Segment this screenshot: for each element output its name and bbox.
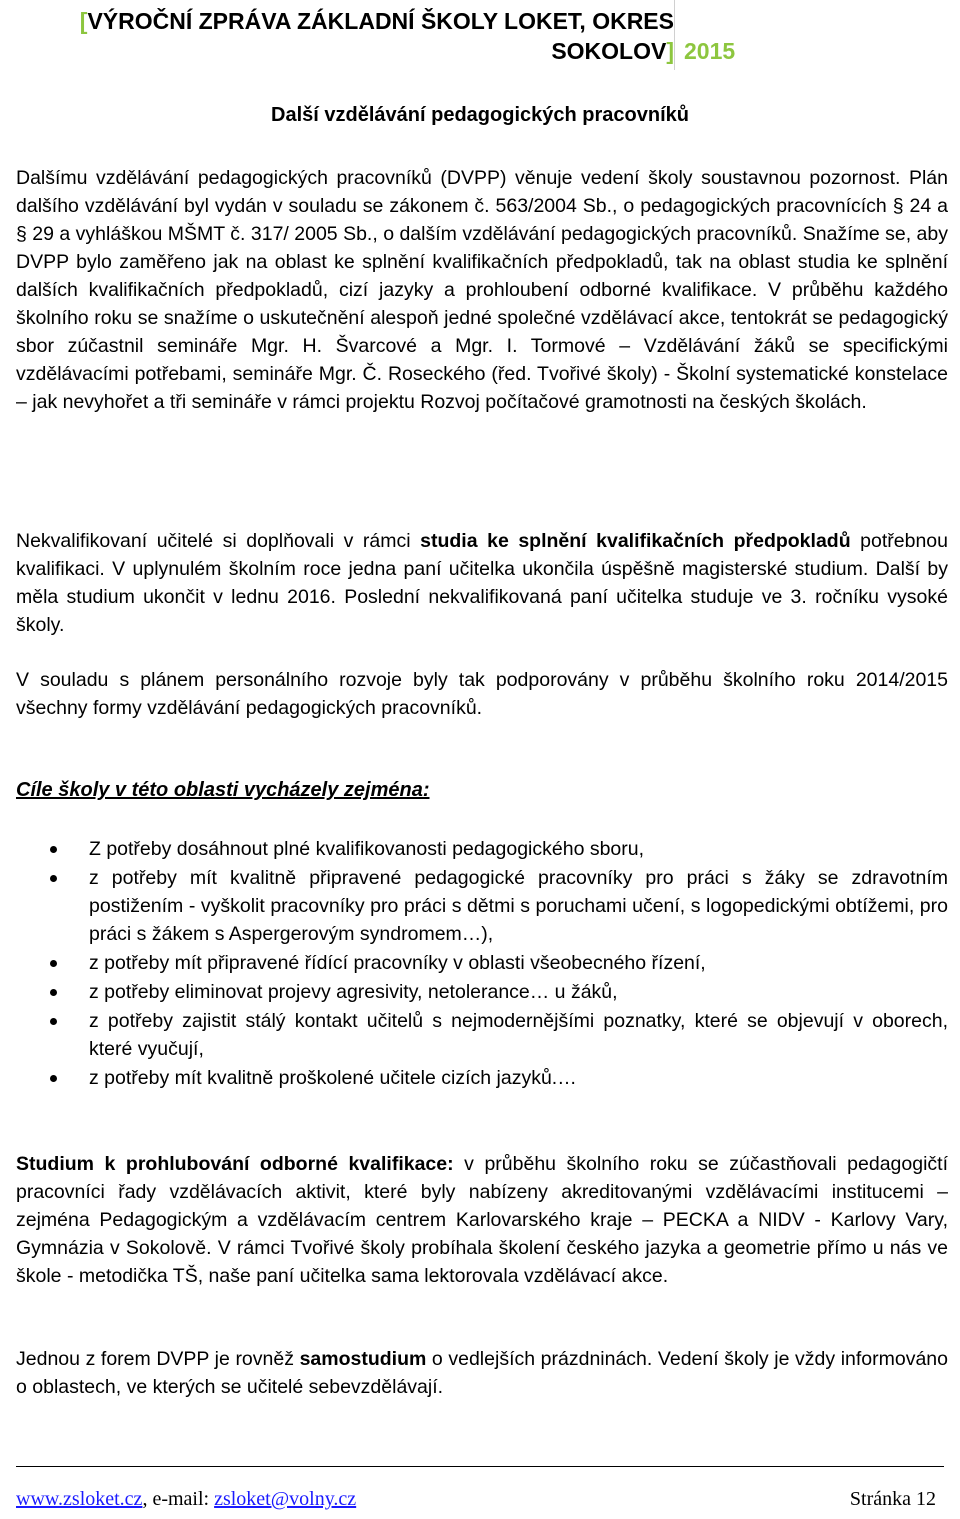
paragraph-qualification [16,527,948,639]
bullet-icon [50,1018,57,1025]
goal-item: z potřeby zajistit stálý kontakt učitelů s nejmodernějšími poznatky, které se objevují v oborech, které vyučují, [0,1007,960,1063]
paragraph-professional-study [16,1150,948,1290]
bracket-close: ] [666,38,674,64]
paragraph-self-study [16,1345,948,1401]
bullet-icon [50,960,57,967]
goal-item: Z potřeby dosáhnout plné kvalifikovanosti pedagogického sboru, [0,835,960,863]
bullet-icon [50,989,57,996]
p4-bold: Studium k prohlubování odborné kvalifikace: [16,1153,454,1175]
report-year: 2015 [684,38,736,64]
p2-bold: studia ke splnění kvalifikačních předpokladů [420,530,851,552]
p2-after: potřebnou kvalifikaci. V uplynulém školním roce jedna paní učitelka ukončila úspěšně magisterské studium. Další by měla studium ukončit v lednu 2016. Poslední nekvalifikovaná paní učitelka studuje ve 3. ročníku vysoké školy. [16,530,949,636]
paragraph-personnel-plan: V souladu s plánem personálního rozvoje byly tak podporovány v průběhu školního roku 2014/2015 všechny formy vzdělávání pedagogických pracovníků. [16,669,948,719]
footer-separator: , e-mail: [142,1488,215,1510]
goal-item: z potřeby mít kvalitně proškolené učitele cizích jazyků.… [0,1064,960,1092]
goal-item: z potřeby mít připravené řídící pracovníky v oblasti všeobecného řízení, [0,949,960,977]
p5-before: Jednou z forem DVPP je rovněž [16,1348,300,1370]
p5-bold: samostudium [299,1348,427,1370]
footer-divider [16,1466,944,1467]
header-divider [674,0,675,70]
goals-heading: Cíle školy v této oblasti vycházely zejména: [16,779,430,801]
p5-after: o vedlejších prázdninách. Vedení školy je vždy informováno o oblastech, ve kterých se učitelé sebevzdělávají. [16,1348,949,1398]
bracket-open: [ [79,8,88,34]
email-link[interactable]: zsloket@volny.cz [214,1488,357,1510]
goal-item: z potřeby eliminovat projevy agresivity, netolerance… u žáků, [0,978,960,1006]
bullet-icon [50,1075,57,1082]
page-header [0,0,960,72]
section-title: Další vzdělávání pedagogických pracovníků [271,104,689,126]
goals-list [0,835,960,1093]
report-title-line1: VÝROČNÍ ZPRÁVA ZÁKLADNÍ ŠKOLY LOKET, OKRES [87,8,674,34]
page-footer [16,1485,936,1513]
goal-item: z potřeby mít kvalitně připravené pedagogické pracovníky pro práci s žáky se zdravotním postižením - vyškolit pracovníky pro práci s dětmi s poruchami učení, s logopedickými obtížemi, pro práci s žákem s Aspergerovým syndromem…), [0,864,960,948]
paragraph-dvpp-intro: Dalšímu vzdělávání pedagogických pracovníků (DVPP) věnuje vedení školy soustavnou pozornost. Plán dalšího vzdělávání byl vydán v souladu se zákonem č. 563/2004 Sb., o pedagogických pracovnících § 24 a § 29 a vyhláškou MŠMT č. 317/ 2005 Sb., o dalším vzdělávání pedagogických pracovníků. Snažíme se, aby DVPP bylo zaměřeno jak na oblast ke splnění kvalifikačních předpokladů, tak na oblast studia ke splnění dalších kvalifikačních předpokladů, cizí jazyky a prohloubení odborné kvalifikace. V průběhu každého školního roku se snažíme o uskutečnění alespoň jedné společné vzdělávací akce, tentokrát se pedagogický sbor zúčastnil semináře Mgr. H. Švarcové a Mgr. I. Tormové – Vzdělávání žáků se specifickými vzdělávacími potřebami, semináře Mgr. Č. Roseckého (řed. Tvořivé školy) - Školní systematické konstelace – jak nevyhořet a tři semináře v rámci projektu Rozvoj počítačové gramotnosti na českých školách. [16,167,948,413]
page-number: Stránka 12 [849,1488,936,1510]
report-title [18,6,674,68]
report-title-line2: SOKOLOV [551,38,667,64]
website-link[interactable]: www.zsloket.cz [16,1488,143,1510]
bullet-icon [50,875,57,882]
p2-before: Nekvalifikovaní učitelé si doplňovali v rámci [16,530,421,552]
bullet-icon [50,846,57,853]
p4-after: v průběhu školního roku se zúčastňovali pedagogičtí pracovníci řady vzdělávacích aktivit, které byly nabízeny akreditovanými vzdělávacími institucemi – zejména Pedagogickým a vzdělávacím centrem Karlovarského kraje – PECKA a NIDV - Karlovy Vary, Gymnázia v Sokolově. V rámci Tvořivé školy probíhala školení českého jazyka a geometrie přímo u nás ve škole - metodička TŠ, naše paní učitelka sama lektorovala vzdělávací akce. [16,1153,948,1287]
